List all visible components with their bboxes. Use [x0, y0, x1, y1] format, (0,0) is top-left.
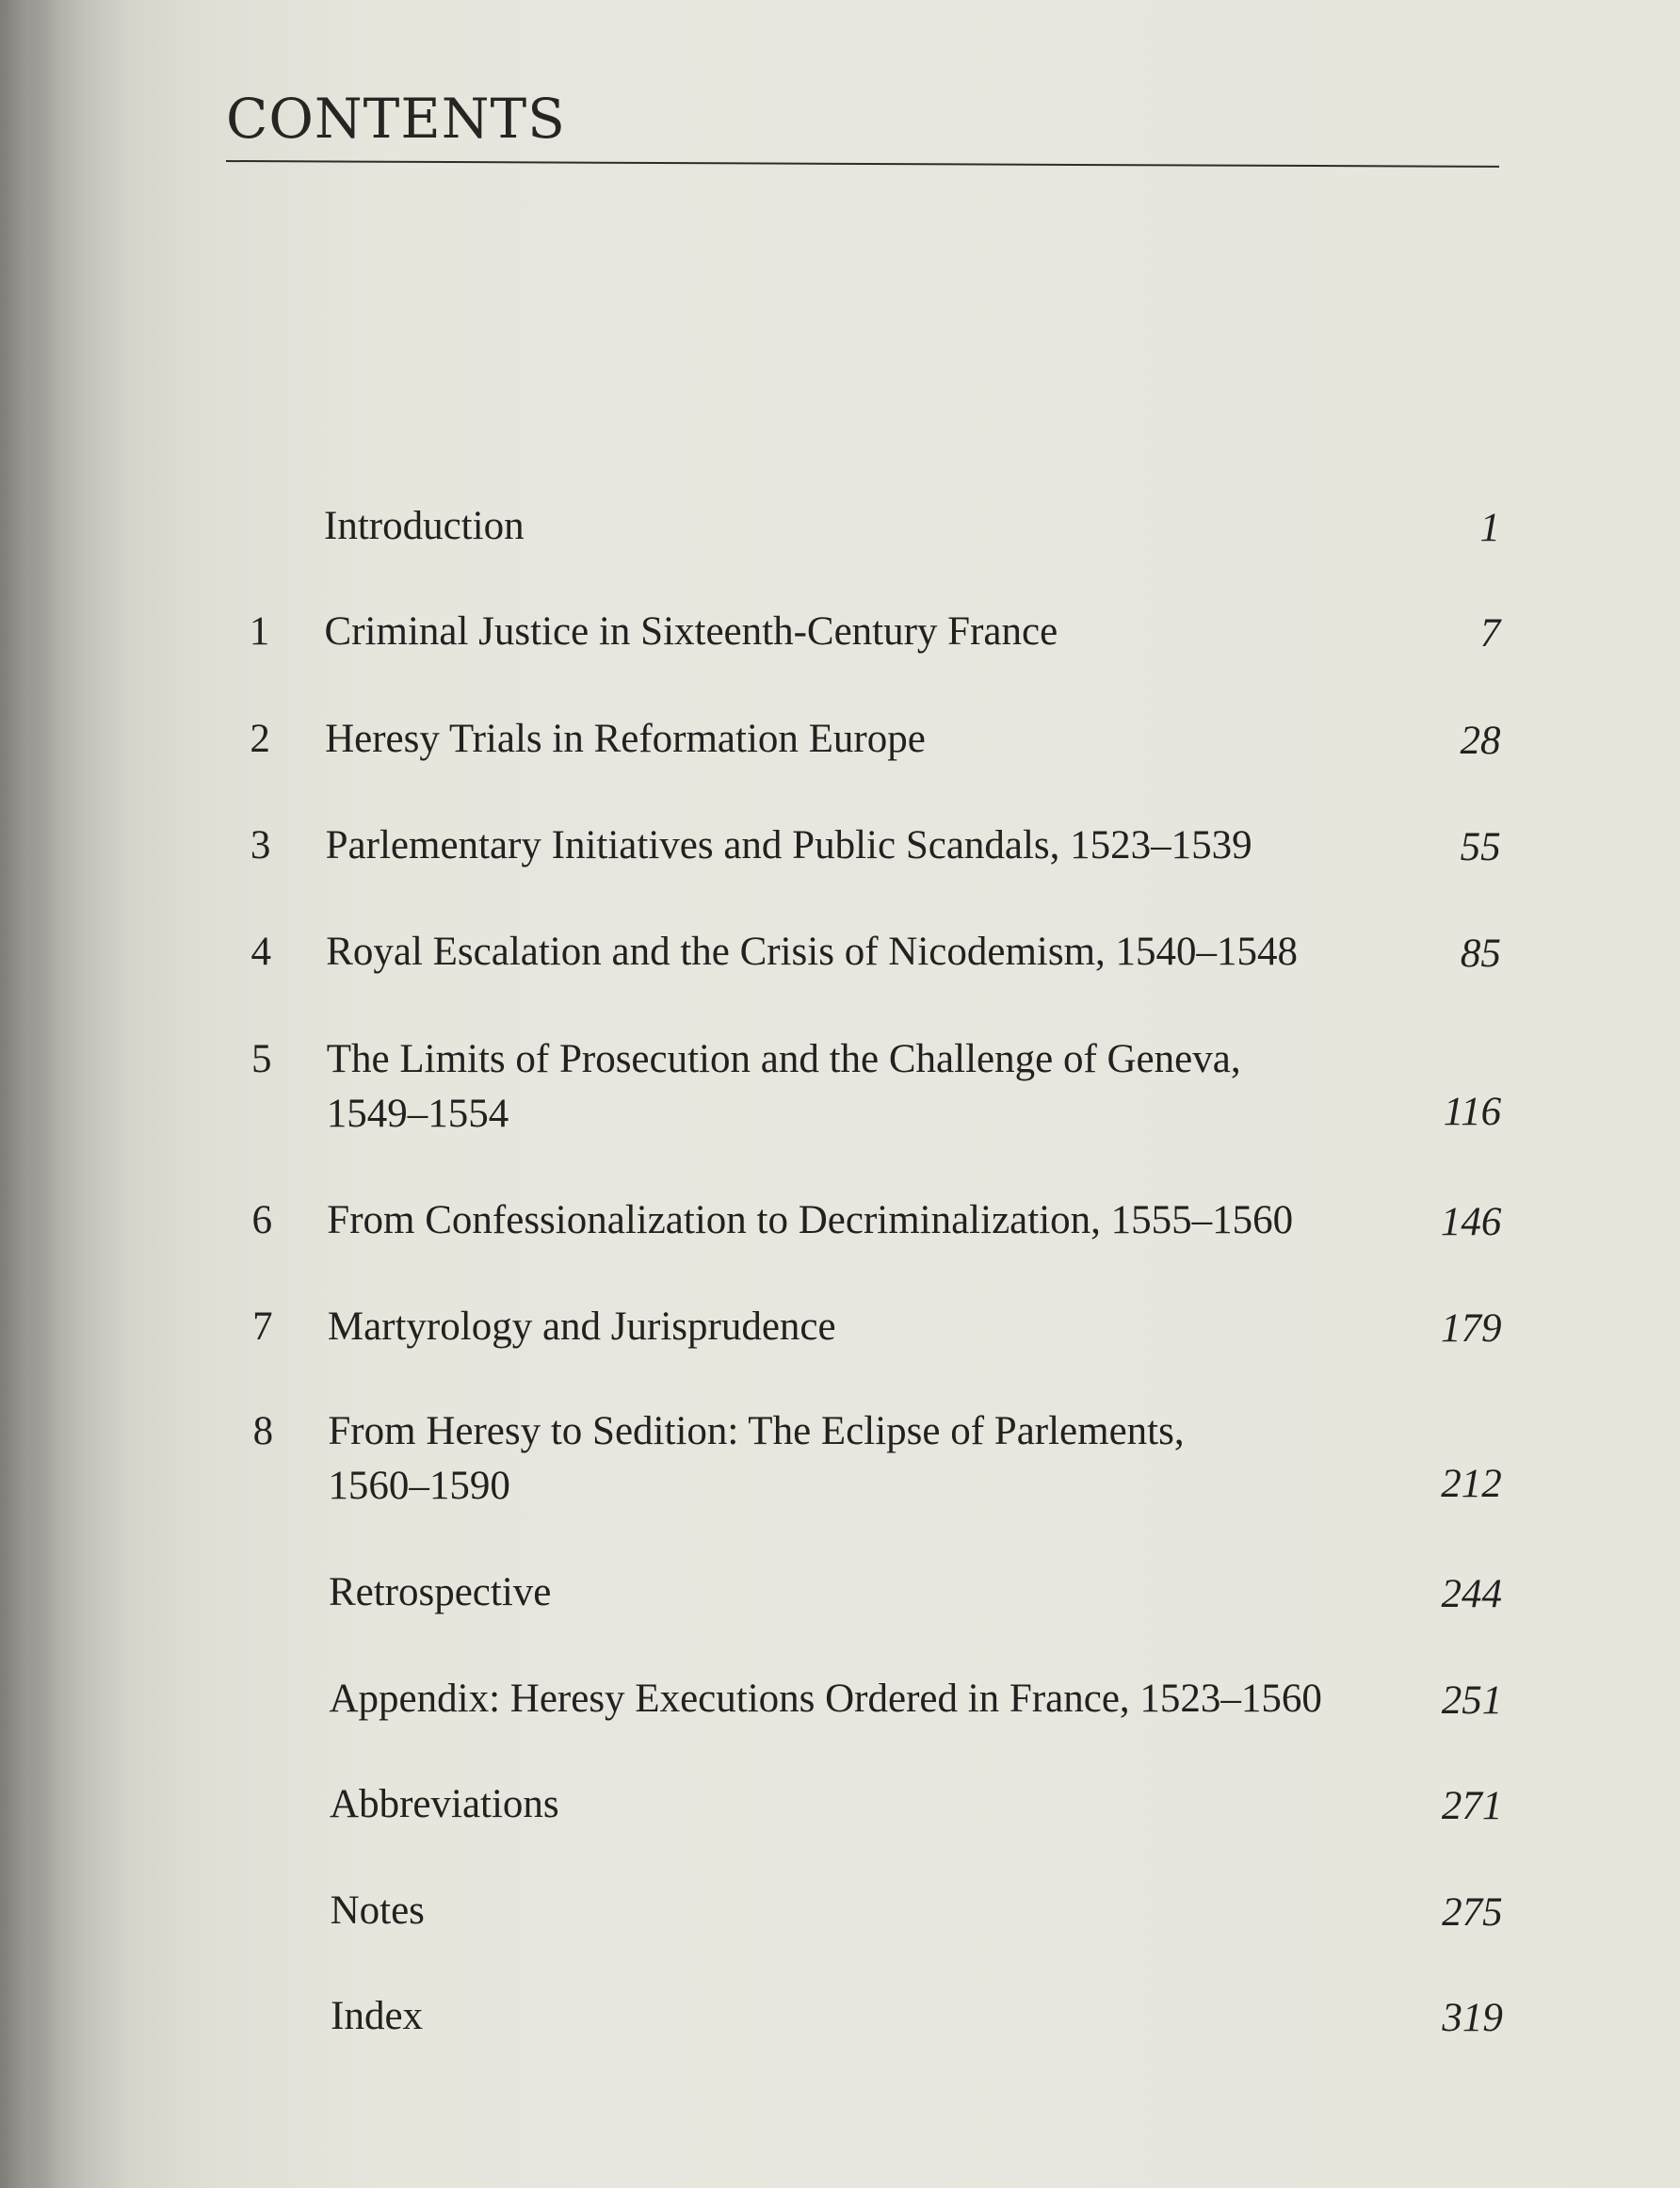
chapter-number: 8: [252, 1409, 274, 1453]
chapter-number: 7: [252, 1305, 273, 1349]
chapter-title: Royal Escalation and the Crisis of Nicodemism, 1540–1548: [326, 930, 1299, 974]
chapter-title: The Limits of Prosecution and the Challenge of Geneva,: [326, 1037, 1241, 1081]
page-number: 85: [1460, 932, 1501, 976]
toc-entry: [0, 1032, 1680, 1151]
page-number: 55: [1460, 825, 1501, 869]
chapter-title: Notes: [330, 1888, 425, 1933]
chapter-title: From Confessionalization to Decriminalization, 1555–1560: [327, 1198, 1294, 1242]
toc-entry: [0, 1884, 1680, 1948]
toc-entry: [0, 1565, 1680, 1629]
page-number: 28: [1460, 719, 1501, 763]
page-number: 7: [1479, 611, 1501, 656]
chapter-title: Heresy Trials in Reformation Europe: [325, 717, 926, 761]
chapter-title: Criminal Justice in Sixteenth-Century France: [324, 609, 1058, 654]
chapter-title: Index: [331, 1994, 424, 2038]
page-title: CONTENTS: [226, 87, 566, 151]
page-number: 212: [1441, 1462, 1502, 1506]
toc-entry: [0, 1300, 1680, 1364]
page-number: 146: [1440, 1200, 1502, 1244]
chapter-title: From Heresy to Sedition: The Eclipse of Parlements,: [328, 1409, 1185, 1453]
chapter-title: Retrospective: [328, 1570, 552, 1614]
chapter-number: 1: [249, 609, 270, 654]
chapter-number: 6: [251, 1198, 273, 1242]
toc-entry: [0, 1989, 1680, 2053]
chapter-number: 4: [250, 930, 271, 974]
chapter-title: Parlementary Initiatives and Public Scandals, 1523–1539: [325, 823, 1252, 867]
chapter-title: Martyrology and Jurisprudence: [327, 1305, 836, 1349]
page-number: 244: [1441, 1572, 1502, 1616]
page-number: 1: [1479, 506, 1500, 550]
chapter-title: 1560–1590: [328, 1464, 510, 1508]
toc-entry: [0, 1404, 1680, 1523]
toc-entry: [0, 925, 1680, 989]
chapter-title: Abbreviations: [330, 1782, 559, 1826]
toc-entry: [0, 605, 1680, 669]
page-number: 271: [1441, 1784, 1503, 1828]
chapter-title: Introduction: [324, 504, 525, 548]
chapter-number: 2: [250, 717, 270, 761]
page-number: 275: [1442, 1890, 1503, 1935]
toc-entry: [0, 818, 1680, 883]
toc-entry: [0, 499, 1680, 563]
chapter-title: 1549–1554: [326, 1092, 509, 1136]
page-number: 179: [1441, 1306, 1502, 1351]
toc-entry: [0, 1777, 1680, 1841]
page-number: 251: [1441, 1678, 1503, 1723]
toc-entry: [0, 1672, 1680, 1736]
toc-entry: [0, 1193, 1680, 1257]
page-number: 116: [1443, 1090, 1502, 1134]
page-number: 319: [1442, 1996, 1503, 2040]
chapter-number: 3: [250, 823, 271, 867]
chapter-title: Appendix: Heresy Executions Ordered in France, 1523–1560: [329, 1677, 1322, 1721]
toc-entry: [0, 712, 1680, 776]
chapter-number: 5: [251, 1037, 272, 1081]
